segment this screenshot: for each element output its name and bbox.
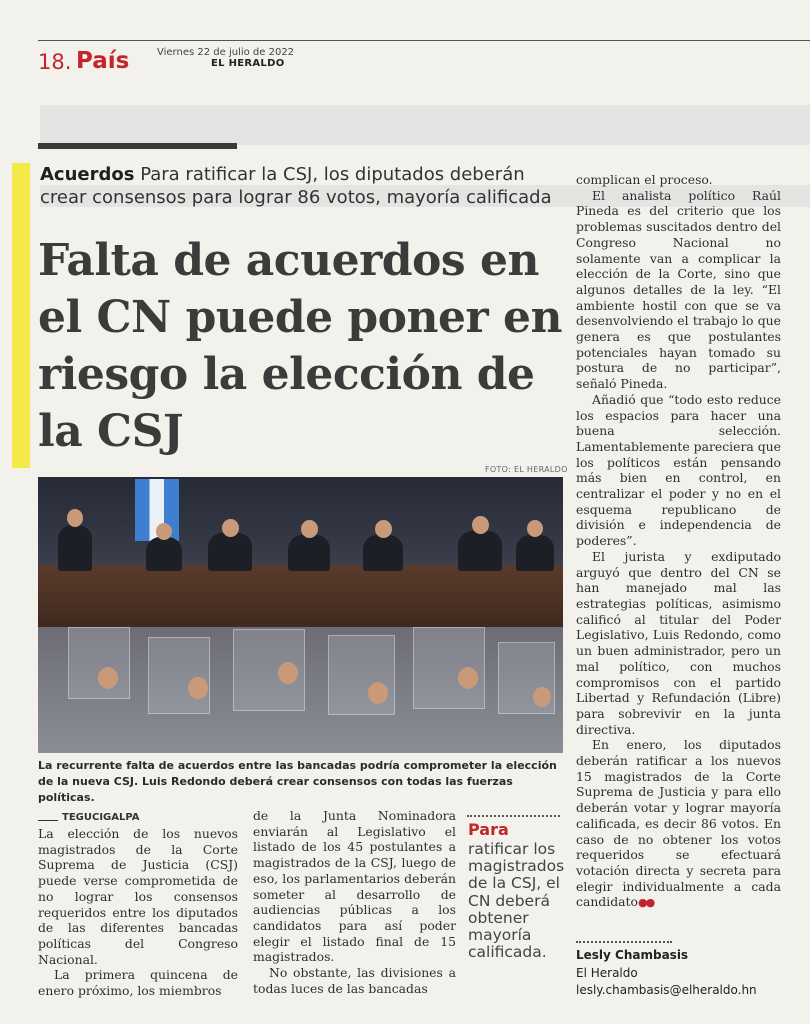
end-mark: ●●: [637, 896, 654, 910]
paragraph: de la Junta Nominadora enviarán al Legislativo el listado de los 45 postulantes a magistrados de la CSJ, luego de eso, los parlamentarios deberán someter al desarrollo de audiencias públicas a los candidatos para así poder elegir el listado final de 15 magistrados.: [253, 808, 456, 965]
pullquote-text: ratificar los magistrados de la CSJ, el CN deberá obtener mayoría calificada.: [468, 840, 565, 962]
paragraph: Añadió que “todo esto reduce los espacios para hacer una buena selección. Lamentablemente pareciera que los políticos están pensando más bien en control, en centralizar el poder y no en el esquema republicano de división e independencia de poderes”.: [576, 391, 781, 549]
paragraph-last: [576, 737, 781, 911]
paragraph: La primera quincena de enero próximo, los miembros: [38, 967, 238, 999]
paragraph: La elección de los nuevos magistrados de la Corte Suprema de Justicia (CSJ) puede verse comprometida de no lograr los consensos requeridos entre los diputados de las diferentes bancadas políticas del Congreso Nacional.: [38, 826, 238, 967]
paragraph-text: En enero, los diputados deberán ratificar a los nuevos 15 magistrados de la Corte Suprema de Justicia y para ello deberán votar y lograr mayoría calificada, es decir 86 votos. En caso de no obtener los votos requeridos se efectuará votación directa y secreta para elegir individualmente a cada candidato: [576, 737, 781, 910]
photo-caption: La recurrente falta de acuerdos entre las bancadas podría comprometer la elección de la nueva CSJ. Luis Redondo deberá crear consensos con todas las fuerzas políticas.: [38, 759, 557, 804]
newspaper-name: EL HERALDO: [211, 58, 285, 69]
section-title: País: [76, 48, 130, 74]
article-column-2: [253, 808, 456, 996]
dateline: TEGUCIGALPA: [62, 812, 140, 823]
headline: Falta de acuerdos en el CN puede poner en riesgo la elección de la CSJ: [38, 235, 562, 457]
pullquote-dots: [467, 815, 560, 817]
highlighter-mark: [12, 163, 30, 468]
headline-rule: [38, 143, 237, 149]
kicker: [40, 163, 565, 209]
author-publication: El Heraldo: [576, 966, 638, 980]
kicker-text: Para ratificar la CSJ, los diputados deberán crear consensos para lograr 86 votos, mayoría calificada: [40, 164, 552, 208]
page-number: 18.: [38, 50, 72, 74]
author-email: lesly.chambasis@elheraldo.hn: [576, 983, 757, 997]
pullquote-label: Para: [468, 820, 509, 839]
congress-session-photo: [38, 477, 563, 753]
paragraph: El analista político Raúl Pineda es del criterio que los problemas suscitados dentro del Congreso Nacional no solamente van a complicar la elección de la Corte, sino que algunos detalles de la ley. “El ambiente hostil con que se va desenvolviendo el trabajo lo que genera es que postulantes potenciales hayan tomado su postura de no participar”, señaló Pineda.: [576, 187, 781, 392]
paragraph: El jurista y exdiputado arguyó que dentro del CN se han manejado mal las estrategias políticas, asimismo calificó al titular del Poder Legislativo, Luis Redondo, como un buen administrador, pero un mal político, con muchos compromisos con el partido Libertad y Refundación (Libre) para sobrevivir en la junta directiva.: [576, 548, 781, 737]
article-column-3: [576, 172, 781, 911]
issue-date: Viernes 22 de julio de 2022: [157, 47, 295, 58]
top-rule: [38, 40, 810, 41]
kicker-label: Acuerdos: [40, 164, 135, 185]
paragraph: No obstante, las divisiones a todas luces de las bancadas: [253, 965, 456, 996]
dateline-rule: [38, 820, 58, 821]
photo-credit: FOTO: EL HERALDO: [485, 465, 568, 474]
article-column-1: [38, 826, 238, 999]
paragraph: complican el proceso.: [576, 172, 713, 187]
author-dots: [576, 941, 672, 943]
author-name: Lesly Chambasis: [576, 948, 689, 962]
